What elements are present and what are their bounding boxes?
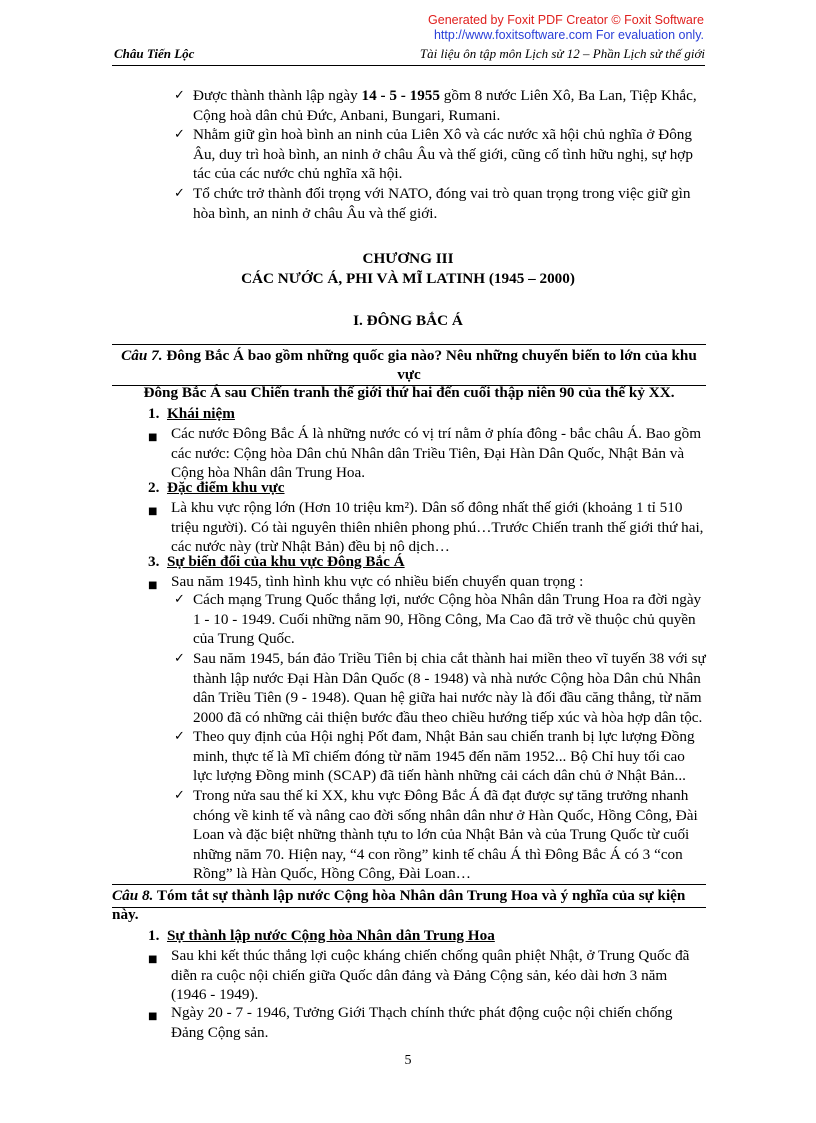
checkmark-icon: ✓ [174,651,185,666]
question-label: Câu 7. [121,347,163,364]
text-run: những năm 70. Hiện nay, “4 con rồng” kinh tế châu Á thì Đông Bắc Á có 3 “con [193,845,683,863]
text-run: Được thành thành lập ngày [193,87,362,104]
section-number: 2. [148,479,160,496]
text-run: Rồng” là Hàn Quốc, Hồng Công, Đài Loan… [193,865,471,883]
page-number: 5 [404,1053,412,1068]
question-text: Tóm tắt sự thành lập nước Cộng hòa Nhân dân Trung Hoa và ý nghĩa của sự kiện này. [112,887,686,923]
text-run: Trong nửa sau thế kỉ XX, khu vực Đông Bắc Á đã đạt được sự tăng trưởng nhanh [193,787,689,804]
square-bullet-icon: ■ [148,580,158,591]
text-run: 1 - 10 - 1949. Cuối những năm 90, Hồng Công, Ma Cao đã trở về thuộc chủ quyền [193,610,696,628]
text-run: Cộng hoà dân chủ Đức, Anbani, Bungari, Rumani. [193,106,501,124]
chapter-title: CÁC NƯỚC Á, PHI VÀ MĨ LATINH (1945 – 2000) [241,270,575,287]
text-run: dân Triều Tiên (9 - 1948). Quan hệ giữa hai nước này là đối đầu căng thẳng, từ năm [193,689,702,707]
checkmark-icon: ✓ [174,729,185,744]
question-label: Câu 8. [112,887,154,904]
text-run: Là khu vực rộng lớn (Hơn 10 triệu km²). Dân số đông nhất thế giới (khoảng 1 tỉ 510 [171,499,683,516]
text-run: Cộng hòa Nhân dân Trung Hoa. [171,464,366,482]
square-bullet-icon: ■ [148,432,158,443]
watermark-line-1: Generated by Foxit PDF Creator © Foxit Software [428,13,704,27]
text-run: triệu người). Có tài nguyên thiên nhiên phong phú…Trước Chiến tranh thế giới thứ hai, [171,518,704,536]
text-run: gồm 8 nước Liên Xô, Ba Lan, Tiệp Khắc, [440,87,697,104]
section-title-text: Đặc điểm khu vực [166,479,285,496]
header-author: Châu Tiến Lộc [114,46,195,61]
text-run: các nước: Cộng hòa Dân chủ Nhân dân Triều Tiên, Đại Hàn Dân Quốc, Nhật Bản và [171,444,685,462]
text-run: Nhằm giữ gìn hoà bình an ninh của Liên Xô và các nước xã hội chủ nghĩa ở Đông [193,126,692,143]
text-run: diễn ra cuộc nội chiến giữa Quốc dân đảng và Đảng Cộng sản, kéo dài hơn 3 năm [171,966,668,984]
text-run: tác của các nước chủ nghĩa xã hội. [193,165,403,183]
square-bullet-icon: ■ [148,954,158,965]
question-8-box [112,884,706,923]
section-title-text: Khái niệm [166,405,235,422]
question-text-2: Đông Bắc Á sau Chiến tranh thế giới thứ hai đến cuối thập niên 90 của thế kỷ XX. [143,384,675,401]
section-number: 1. [148,927,160,944]
text-run: (1946 - 1949). [171,986,259,1004]
text-run: thành lập nước Đại Hàn Dân Quốc (8 - 1948) và nhà nước Cộng hòa Dân chủ Nhân [193,669,701,687]
section-heading-su-thanh-lap [148,927,495,945]
square-bullet-icon: ■ [148,1011,158,1022]
text-run: lực lượng Đồng minh (SCAP) đã tiến hành những cải cách dân chủ ở Nhật Bản... [193,767,686,785]
section-number: 1. [148,405,160,422]
text-run: Cách mạng Trung Quốc thắng lợi, nước Cộng hòa Nhân dân Trung Hoa ra đời ngày [193,591,702,608]
section-heading-khai-niem [148,405,235,423]
text-run: 2000 đã có những cải thiện bước đầu theo chiều hướng tiếp xúc và hòa hợp dân tộc. [193,708,703,726]
checkmark-icon: ✓ [174,788,185,803]
section-title-text: Sự biến đổi của khu vực Đông Bắc Á [166,553,405,570]
square-bullet-icon: ■ [148,506,158,517]
text-run: các nước này (trừ Nhật Bản) đều bị nô dịch… [171,538,450,556]
section-heading-dac-diem [148,479,285,497]
header-subject: Tài liệu ôn tập môn Lịch sử 12 – Phần Lịch sử thế giới [419,46,705,61]
date-bold: 14 - 5 - 1955 [361,87,440,104]
header-rule [112,65,705,66]
question-text-1: Đông Bắc Á bao gồm những quốc gia nào? Nêu những chuyển biến to lớn của khu vực [162,347,697,383]
text-run: Sau khi kết thúc thắng lợi cuộc kháng chiến chống quân phiệt Nhật, ở Trung Quốc đã [171,947,690,964]
watermark-line-2: http://www.foxitsoftware.com For evaluation only. [433,28,704,42]
section-title-text: Sự thành lập nước Cộng hòa Nhân dân Trung Hoa [166,927,495,944]
foxit-watermark [428,13,704,43]
text-run: Tổ chức trở thành đối trọng với NATO, đóng vai trò quan trọng trong việc giữ gìn [193,185,691,202]
text-run: Các nước Đông Bắc Á là những nước có vị trí nằm ở phía đông - bắc châu Á. Bao gồm [171,425,702,442]
text-run: chóng về kinh tế và nâng cao đời sống nhân dân như ở Hàn Quốc, Hồng Công, Đài [193,806,698,824]
text-run: hòa bình, an ninh ở châu Âu và thế giới. [193,204,438,222]
section-heading-su-bien-doi [148,553,405,571]
checkmark-icon: ✓ [174,88,185,103]
section-title: I. ĐÔNG BẮC Á [353,312,463,329]
text-run: Ngày 20 - 7 - 1946, Tưởng Giới Thạch chính thức phát động cuộc nội chiến chống [171,1004,673,1021]
text-run: minh, thực tế là Mĩ chiếm đóng từ năm 1945 đến năm 1952... Bộ Chỉ huy tối cao [193,747,685,765]
question-7-box [112,344,706,401]
text-run: Âu, duy trì hoà bình, an ninh ở châu Âu và thế giới, cũng cố tình hữu nghị, sự hợp [193,145,693,163]
chapter-number: CHƯƠNG III [362,250,454,267]
section-number: 3. [148,553,160,570]
checkmark-icon: ✓ [174,127,185,142]
text-run: Sau năm 1945, tình hình khu vực có nhiều biến chuyển quan trọng : [171,573,584,590]
text-run: của Trung Quốc. [193,630,295,648]
checkmark-icon: ✓ [174,186,185,201]
text-run: Sau năm 1945, bán đảo Triều Tiên bị chia cắt thành hai miền theo vĩ tuyến 38 với sự [193,650,706,667]
text-run: Loan và đặc biệt những thành tựu to lớn của Nhật Bản và của Trung Quốc từ cuối [193,826,690,844]
checkmark-icon: ✓ [174,592,185,607]
text-run: Theo quy định của Hội nghị Pốt đam, Nhật Bản sau chiến tranh bị lực lượng Đồng [193,728,695,745]
text-run: Đảng Cộng sản. [171,1023,269,1041]
